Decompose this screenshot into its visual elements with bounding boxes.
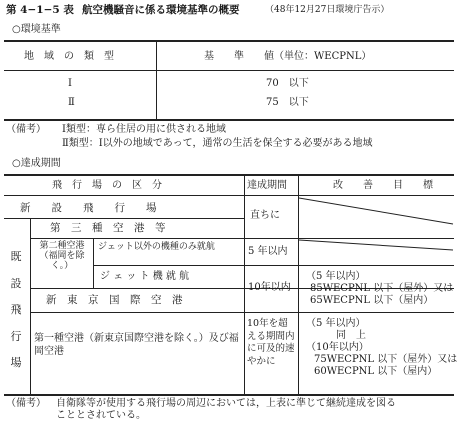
col-target: 改 善 目 標	[333, 180, 433, 191]
target-over10-line4: 75WECPNL 以下（屋外）又は	[314, 354, 458, 365]
new-tokyo-airport: 新 東 京 国 際 空 港	[46, 294, 183, 306]
target-over10-line5: 60WECPNL 以下（屋内）	[314, 366, 438, 377]
target-trend-lines	[299, 196, 454, 296]
period-over-10-years: 10年を超える期間内に可及的速やかに	[247, 318, 295, 367]
third-class-airport: 第 三 種 空 港 等	[50, 222, 166, 234]
divider	[244, 175, 245, 395]
title-note: （48年12月27日環境庁告示）	[265, 5, 390, 15]
remarks2-label: （備考）	[6, 398, 46, 409]
value-i: 70 以下	[266, 78, 309, 89]
existing-airport-label: 既 設 飛 行 場	[10, 250, 22, 370]
period-immediately: 直ちに	[250, 210, 280, 221]
divider	[93, 238, 94, 288]
divider	[4, 394, 454, 396]
target-line-5y	[299, 240, 453, 250]
period-5-years: 5 年以内	[248, 246, 288, 257]
first-class-airport: 第一種空港（新東京国際空港を除く。）及び福岡空港	[34, 333, 239, 357]
period-10-years: 10年以内	[248, 282, 291, 293]
target-line-immediate	[299, 198, 453, 224]
col-airport-category: 飛 行 場 の 区 分	[52, 180, 162, 191]
divider	[4, 40, 454, 42]
type-i: Ⅰ	[68, 78, 72, 89]
page-title: 航空機騒音に係る環境基準の概要	[82, 4, 240, 16]
remark-type-ii: Ⅱ類型：Ⅰ以外の地域であって，通常の生活を保全する必要がある地域	[62, 138, 373, 149]
second-class-jet: ジ ェ ッ ト 機 就 航	[100, 271, 190, 282]
target-10y-line1: （5 年以内）	[306, 271, 366, 282]
divider	[4, 218, 244, 219]
second-class-airport: 第二種空港（福岡を除く。）	[39, 241, 85, 271]
divider	[156, 41, 157, 120]
remark-type-i: Ⅰ類型：専ら住居の用に供される地域	[62, 124, 226, 135]
table-number: 第 4−1−5 表	[6, 4, 74, 16]
col-standard-value: 基 準 値（単位：WECPNL）	[204, 51, 372, 62]
divider	[4, 174, 454, 176]
remark2-line2: こととされている。	[56, 410, 146, 421]
col-period: 達成期間	[247, 180, 287, 191]
new-airport-label: 新 設 飛 行 場	[20, 202, 157, 214]
target-over10-line2: 同 上	[336, 330, 366, 341]
section-standards-label: ○環境基準	[12, 24, 61, 35]
divider	[30, 218, 31, 395]
second-class-nonjet: ジェット以外の機種のみ就航	[98, 242, 215, 252]
target-over10-line3: （10年以内）	[306, 342, 369, 353]
type-ii: Ⅱ	[68, 97, 75, 108]
remark2-line1: 自衛隊等が使用する飛行場の周辺においては，上表に準じて継続達成を図る	[56, 398, 396, 409]
target-over10-line1: （5 年以内）	[306, 318, 366, 329]
remarks-label: （備考）	[6, 124, 46, 135]
col-region-type: 地 域 の 類 型	[24, 51, 114, 62]
divider	[30, 312, 454, 313]
divider	[4, 119, 454, 121]
target-10y-line2: 85WECPNL 以下（屋外）又は	[310, 283, 454, 294]
divider	[4, 70, 454, 71]
target-10y-line3: 65WECPNL 以下（屋内）	[310, 295, 434, 306]
section-period-label: ○達成期間	[12, 158, 61, 169]
value-ii: 75 以下	[266, 97, 309, 108]
